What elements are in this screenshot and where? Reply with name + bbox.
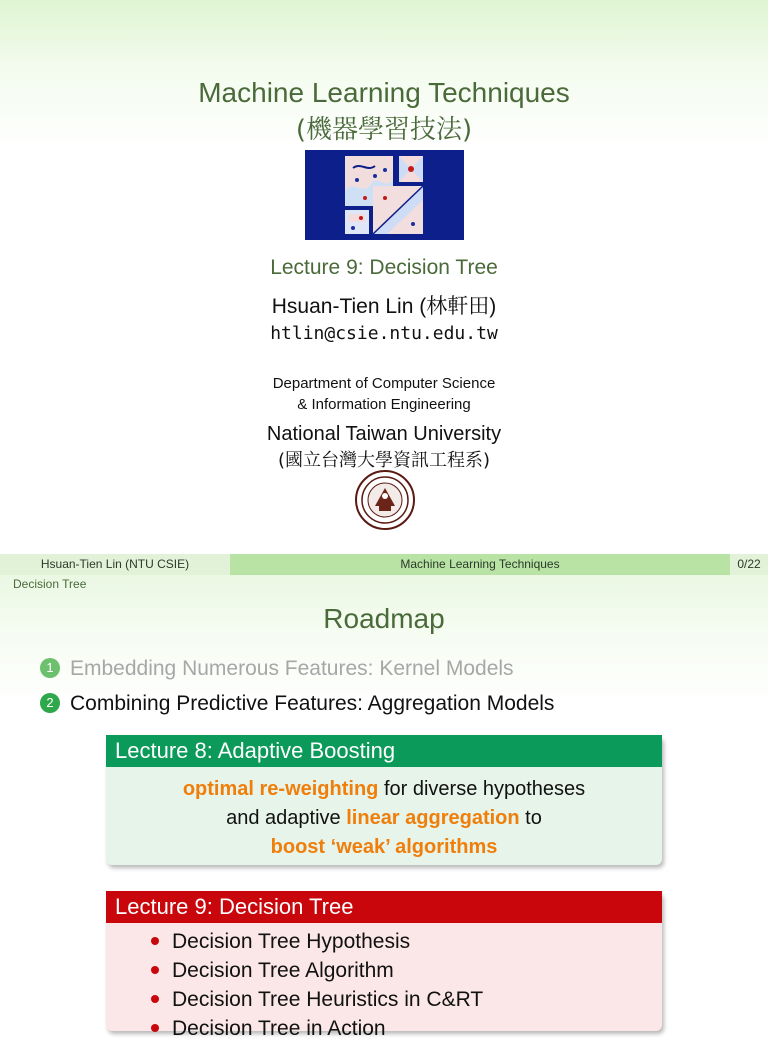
bullet-icon [151, 966, 159, 974]
lecture9-header: Lecture 9: Decision Tree [106, 891, 662, 923]
footer-course: Machine Learning Techniques [230, 554, 730, 575]
list-item-text: Decision Tree Hypothesis [172, 930, 411, 953]
course-logo-graphic [305, 150, 464, 240]
author-name: Hsuan-Tien Lin (林軒田) [271, 295, 497, 318]
university-name-chinese: (國立台灣大學資訊工程系) [277, 450, 491, 471]
lecture-subtitle: Lecture 9: Decision Tree [270, 256, 498, 279]
university-name: National Taiwan University [266, 423, 502, 445]
lecture8-line1 [106, 775, 662, 804]
bullet-icon [151, 1024, 159, 1032]
slide-title: Roadmap [323, 603, 445, 634]
body-text: to [519, 807, 542, 829]
list-item [172, 1014, 662, 1043]
lecture8-line2 [106, 804, 662, 833]
bullet-icon [151, 995, 159, 1003]
bullet-icon [151, 937, 159, 945]
breadcrumb: Decision Tree [13, 577, 87, 591]
course-title: Machine Learning Techniques [198, 77, 570, 108]
lecture8-body [106, 767, 662, 862]
highlight-text: optimal re-weighting [182, 778, 379, 800]
lecture8-header: Lecture 8: Adaptive Boosting [106, 735, 662, 767]
footer-page-number: 0/22 [730, 554, 768, 575]
department-line1: Department of Computer Science [272, 375, 496, 392]
roadmap-slide [0, 575, 768, 1040]
roadmap-item-1 [40, 657, 514, 681]
roadmap-item-text: Embedding Numerous Features: Kernel Models [70, 657, 514, 680]
course-logo [305, 150, 464, 240]
lecture9-bullet-list [106, 923, 662, 1043]
list-item [172, 985, 662, 1014]
lecture8-line3 [106, 833, 662, 862]
list-item-text: Decision Tree Heuristics in C&RT [172, 988, 484, 1011]
university-seal-icon [355, 470, 415, 530]
list-item-text: Decision Tree in Action [172, 1017, 386, 1040]
list-item [172, 956, 662, 985]
body-text: and adaptive [226, 807, 347, 829]
list-item [172, 927, 662, 956]
course-title-chinese: (機器學習技法) [295, 115, 473, 145]
roadmap-item-2 [40, 692, 554, 716]
author-email: htlin@csie.ntu.edu.tw [270, 323, 498, 344]
item-number-badge: 2 [40, 693, 60, 713]
highlight-text: boost ‘weak’ algorithms [270, 836, 498, 858]
lecture9-block [106, 891, 662, 1040]
department-line2: & Information Engineering [297, 396, 471, 413]
item-number-badge: 1 [40, 658, 60, 678]
roadmap-item-text: Combining Predictive Features: Aggregation Models [70, 692, 555, 715]
footer-author: Hsuan-Tien Lin (NTU CSIE) [0, 554, 230, 575]
slide-footer [0, 554, 768, 575]
highlight-text: linear aggregation [346, 807, 520, 829]
body-text: for diverse hypotheses [378, 778, 586, 800]
lecture8-block [106, 735, 662, 865]
list-item-text: Decision Tree Algorithm [172, 959, 394, 982]
